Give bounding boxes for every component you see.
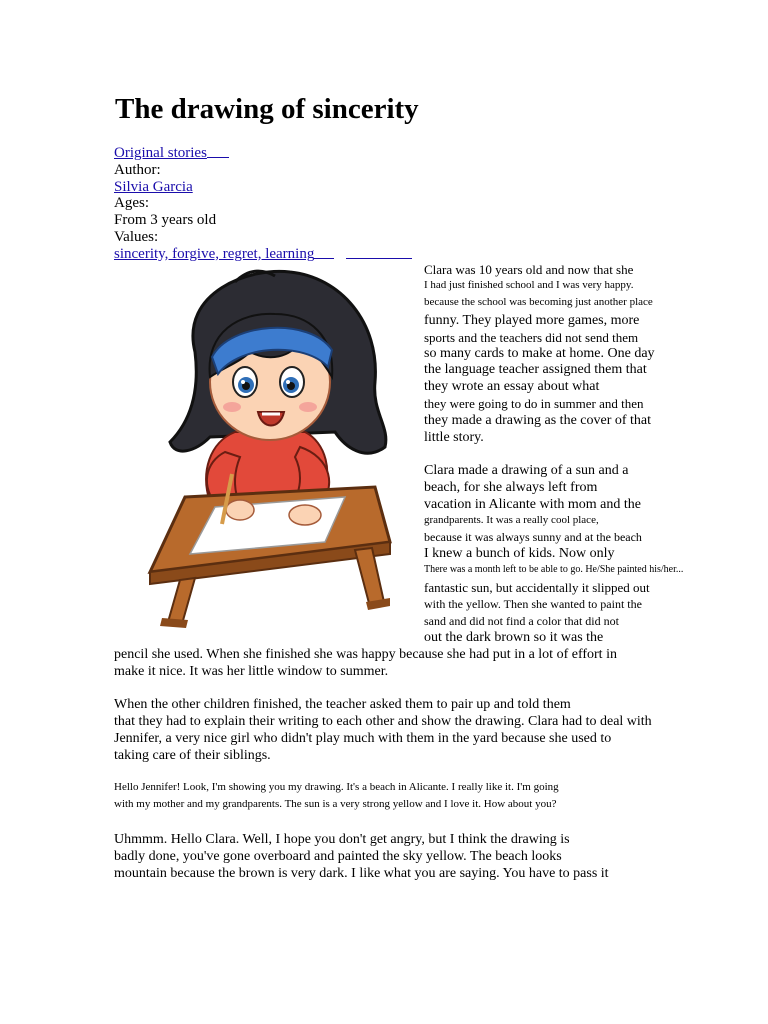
text-line: Uhmmm. Hello Clara. Well, I hope you don't get angry, but I think the drawing is <box>114 832 570 847</box>
text-line: sports and the teachers did not send them <box>424 330 639 345</box>
text-line: grandparents. It was a really cool place, <box>424 514 599 526</box>
values-link[interactable]: sincerity, forgive, regret, learning <box>114 245 315 262</box>
text-line: I knew a bunch of kids. Now only <box>424 546 615 561</box>
text-line: taking care of their siblings. <box>114 748 271 763</box>
text-line: that they had to explain their writing to each other and show the drawing. Clara had to deal with <box>114 714 652 729</box>
text-line: pencil she used. When she finished she was happy because she had put in a lot of effort in <box>114 647 617 662</box>
text-line: Clara was 10 years old and now that she <box>424 262 634 277</box>
text-line: little story. <box>424 430 484 445</box>
text-line: they were going to do in summer and then <box>424 396 644 411</box>
girl-drawing-illustration <box>140 262 405 642</box>
author-label: Author: <box>114 161 161 178</box>
category-link[interactable]: Original stories <box>114 145 207 161</box>
text-line: out the dark brown so it was the <box>424 630 604 645</box>
text-line: badly done, you've gone overboard and painted the sky yellow. The beach looks <box>114 849 562 864</box>
page-title: The drawing of sincerity <box>115 93 419 125</box>
story-meta <box>114 145 412 263</box>
text-line: because it was always sunny and at the beach <box>424 530 642 544</box>
text-line: I had just finished school and I was very happy. <box>424 279 634 291</box>
author-link[interactable]: Silvia Garcia <box>114 178 193 195</box>
text-line: Hello Jennifer! Look, I'm showing you my drawing. It's a beach in Alicante. I really like it. I'm going <box>114 781 559 793</box>
text-line: fantastic sun, but accidentally it slipped out <box>424 580 650 595</box>
text-line: There was a month left to be able to go. He/She painted his/her... <box>424 564 684 575</box>
text-line: so many cards to make at home. One day <box>424 346 655 361</box>
values-label: Values: <box>114 228 159 245</box>
text-line: because the school was becoming just another place <box>424 296 653 308</box>
link-underline[interactable] <box>346 246 412 259</box>
text-line: the language teacher assigned them that <box>424 362 647 377</box>
text-line: they wrote an essay about what <box>424 379 600 394</box>
text-line: funny. They played more games, more <box>424 313 640 328</box>
text-line: sand and did not find a color that did not <box>424 614 619 628</box>
text-line: they made a drawing as the cover of that <box>424 413 652 428</box>
text-line: vacation in Alicante with mom and the <box>424 497 641 512</box>
text-line: mountain because the brown is very dark. I like what you are saying. You have to pass it <box>114 866 609 881</box>
text-line: with my mother and my grandparents. The sun is a very strong yellow and I love it. How about you? <box>114 798 557 810</box>
text-line: Clara made a drawing of a sun and a <box>424 463 629 478</box>
text-line: with the yellow. Then she wanted to paint the <box>424 597 642 611</box>
text-line: beach, for she always left from <box>424 480 598 495</box>
ages-label: Ages: <box>114 195 149 212</box>
ages-value: From 3 years old <box>114 212 217 229</box>
text-line: When the other children finished, the teacher asked them to pair up and told them <box>114 697 571 712</box>
text-line: Jennifer, a very nice girl who didn't play much with them in the yard because she used to <box>114 731 612 746</box>
text-line: make it nice. It was her little window to summer. <box>114 664 389 679</box>
